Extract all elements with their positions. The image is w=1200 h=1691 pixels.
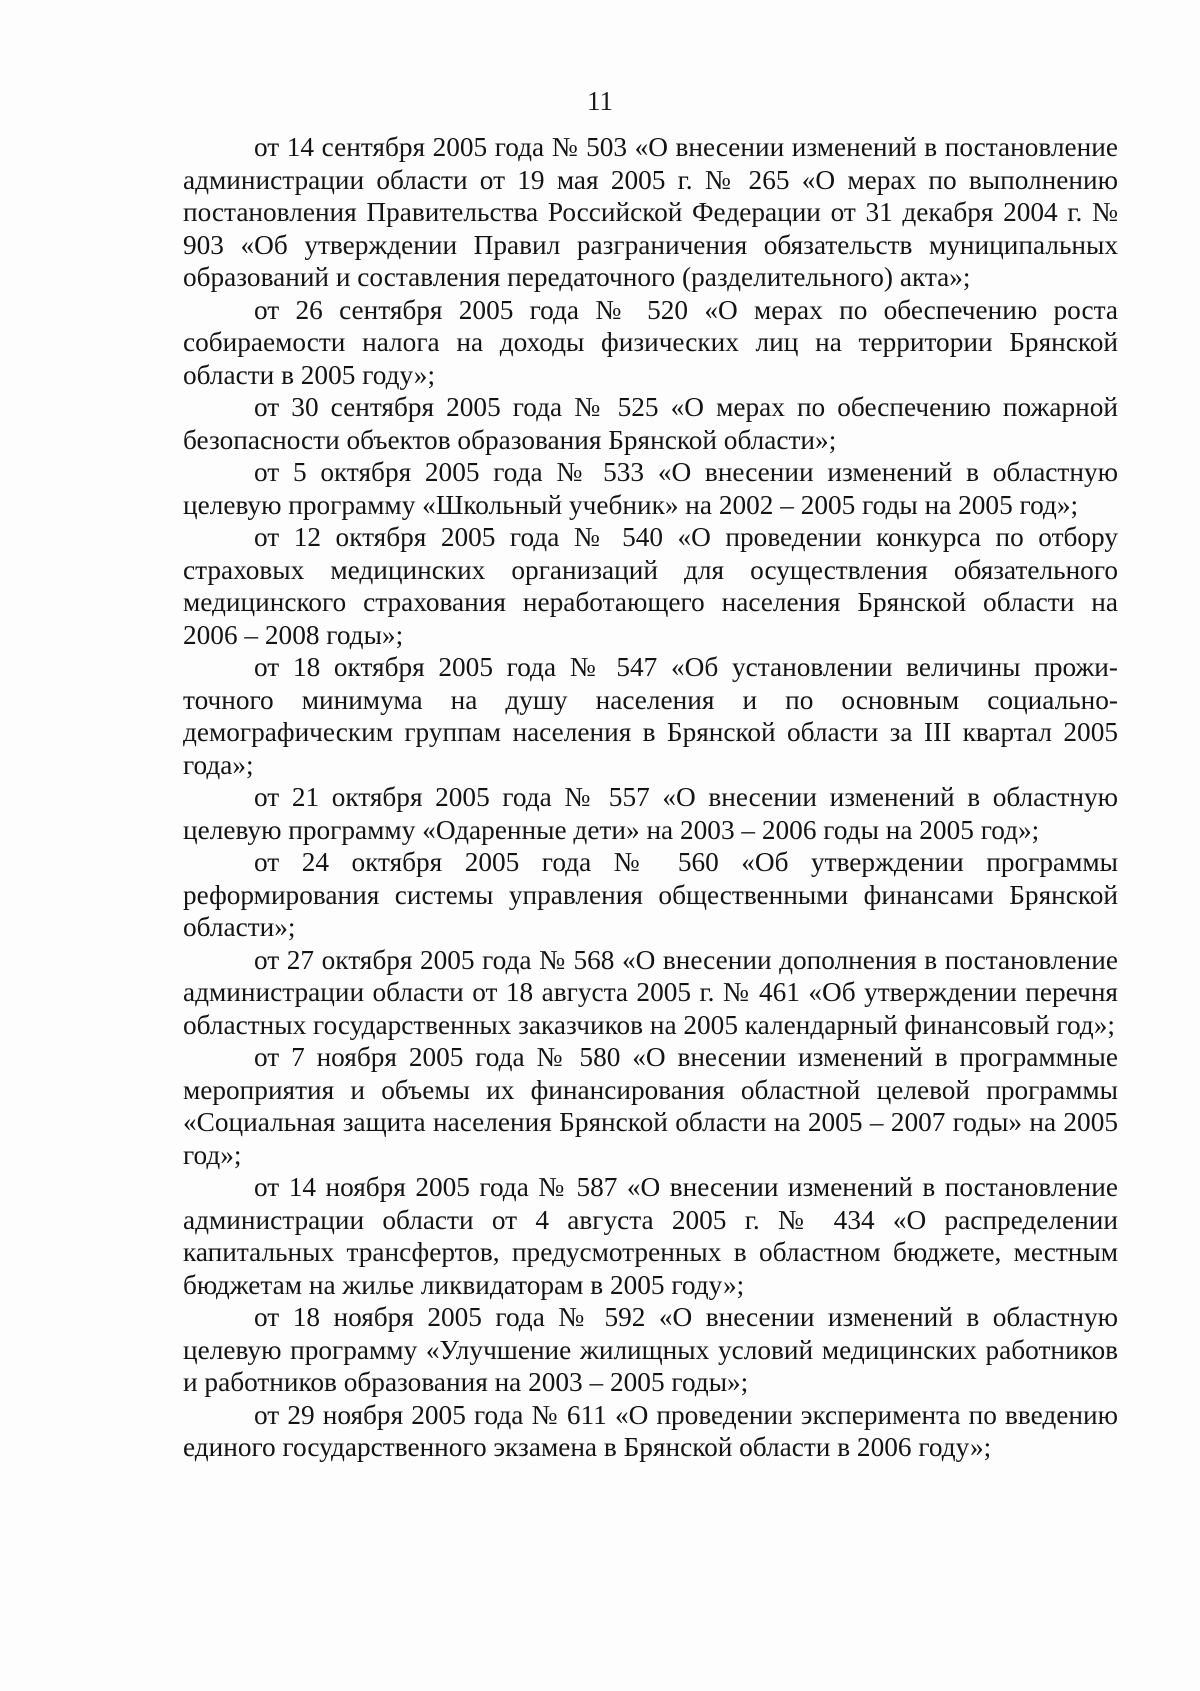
- list-item: от 5 октября 2005 года № 533 «О внесении изменений в областную целевую программу «Школьный учебник» на 2002 – 2005 годы на 2005 год»;: [183, 457, 1118, 520]
- list-item: от 24 октября 2005 года № 560 «Об утверждении программы реформирования системы управления общественными финансами Брянской области»;: [183, 847, 1118, 942]
- list-item: от 18 октября 2005 года № 547 «Об установлении величины прожиточного минимума на душу населения и по основным социально-демографическим группам населения в Брянской области за III квартал 2005 года»;: [183, 652, 1118, 780]
- list-item: от 30 сентября 2005 года № 525 «О мерах по обеспечению пожарной безопасности объектов образования Брянской области»;: [183, 392, 1118, 455]
- list-item: от 27 октября 2005 года № 568 «О внесении дополнения в постановление администрации области от 18 августа 2005 г. № 461 «Об утверждении перечня областных государственных заказчиков на 2005 календарный финансовый год»;: [183, 944, 1118, 1040]
- list-item: от 7 ноября 2005 года № 580 «О внесении изменений в программные мероприятия и объемы их финансирования областной целевой программы «Социальная защита населения Брянской области на 2005 – 2007 годы» на 2005 год»;: [183, 1042, 1118, 1170]
- list-item: от 14 ноября 2005 года № 587 «О внесении изменений в постановление администрации области от 4 августа 2005 г. № 434 «О распределении капитальных трансфертов, предусмотренных в областном бюджете, местным бюджетам на жилье ликвидаторам в 2005 году»;: [183, 1172, 1118, 1300]
- document-body: [183, 131, 1118, 1464]
- page-number: 11: [587, 86, 613, 116]
- list-item: от 26 сентября 2005 года № 520 «О мерах по обеспечению роста собираемости налога на доходы физических лиц на территории Брянской области в 2005 году»;: [183, 294, 1118, 390]
- list-item: от 18 ноября 2005 года № 592 «О внесении изменений в областную целевую программу «Улучшение жилищных условий медицинских работников и работников образования на 2003 – 2005 годы»;: [183, 1302, 1118, 1397]
- list-item: от 12 октября 2005 года № 540 «О проведении конкурса по отбору страховых медицинских организаций для осуществления обязательного медицинского страхования неработающего населения Брянской области на 2006 – 2008 годы»;: [183, 522, 1118, 650]
- list-item: от 29 ноября 2005 года № 611 «О проведении эксперимента по введению единого государственного экзамена в Брянской области в 2006 году»;: [183, 1399, 1118, 1462]
- list-item: от 21 октября 2005 года № 557 «О внесении изменений в областную целевую программу «Одаренные дети» на 2003 – 2006 годы на 2005 год»;: [183, 782, 1118, 845]
- list-item: от 14 сентября 2005 года № 503 «О внесении изменений в постановление администрации области от 19 мая 2005 г. № 265 «О мерах по выполнению постановления Правительства Российской Федерации от 31 декабря 2004 г. № 903 «Об утверждении Правил разграничения обязательств муниципальных образований и составления передаточного (разделительного) акта»;: [183, 132, 1118, 292]
